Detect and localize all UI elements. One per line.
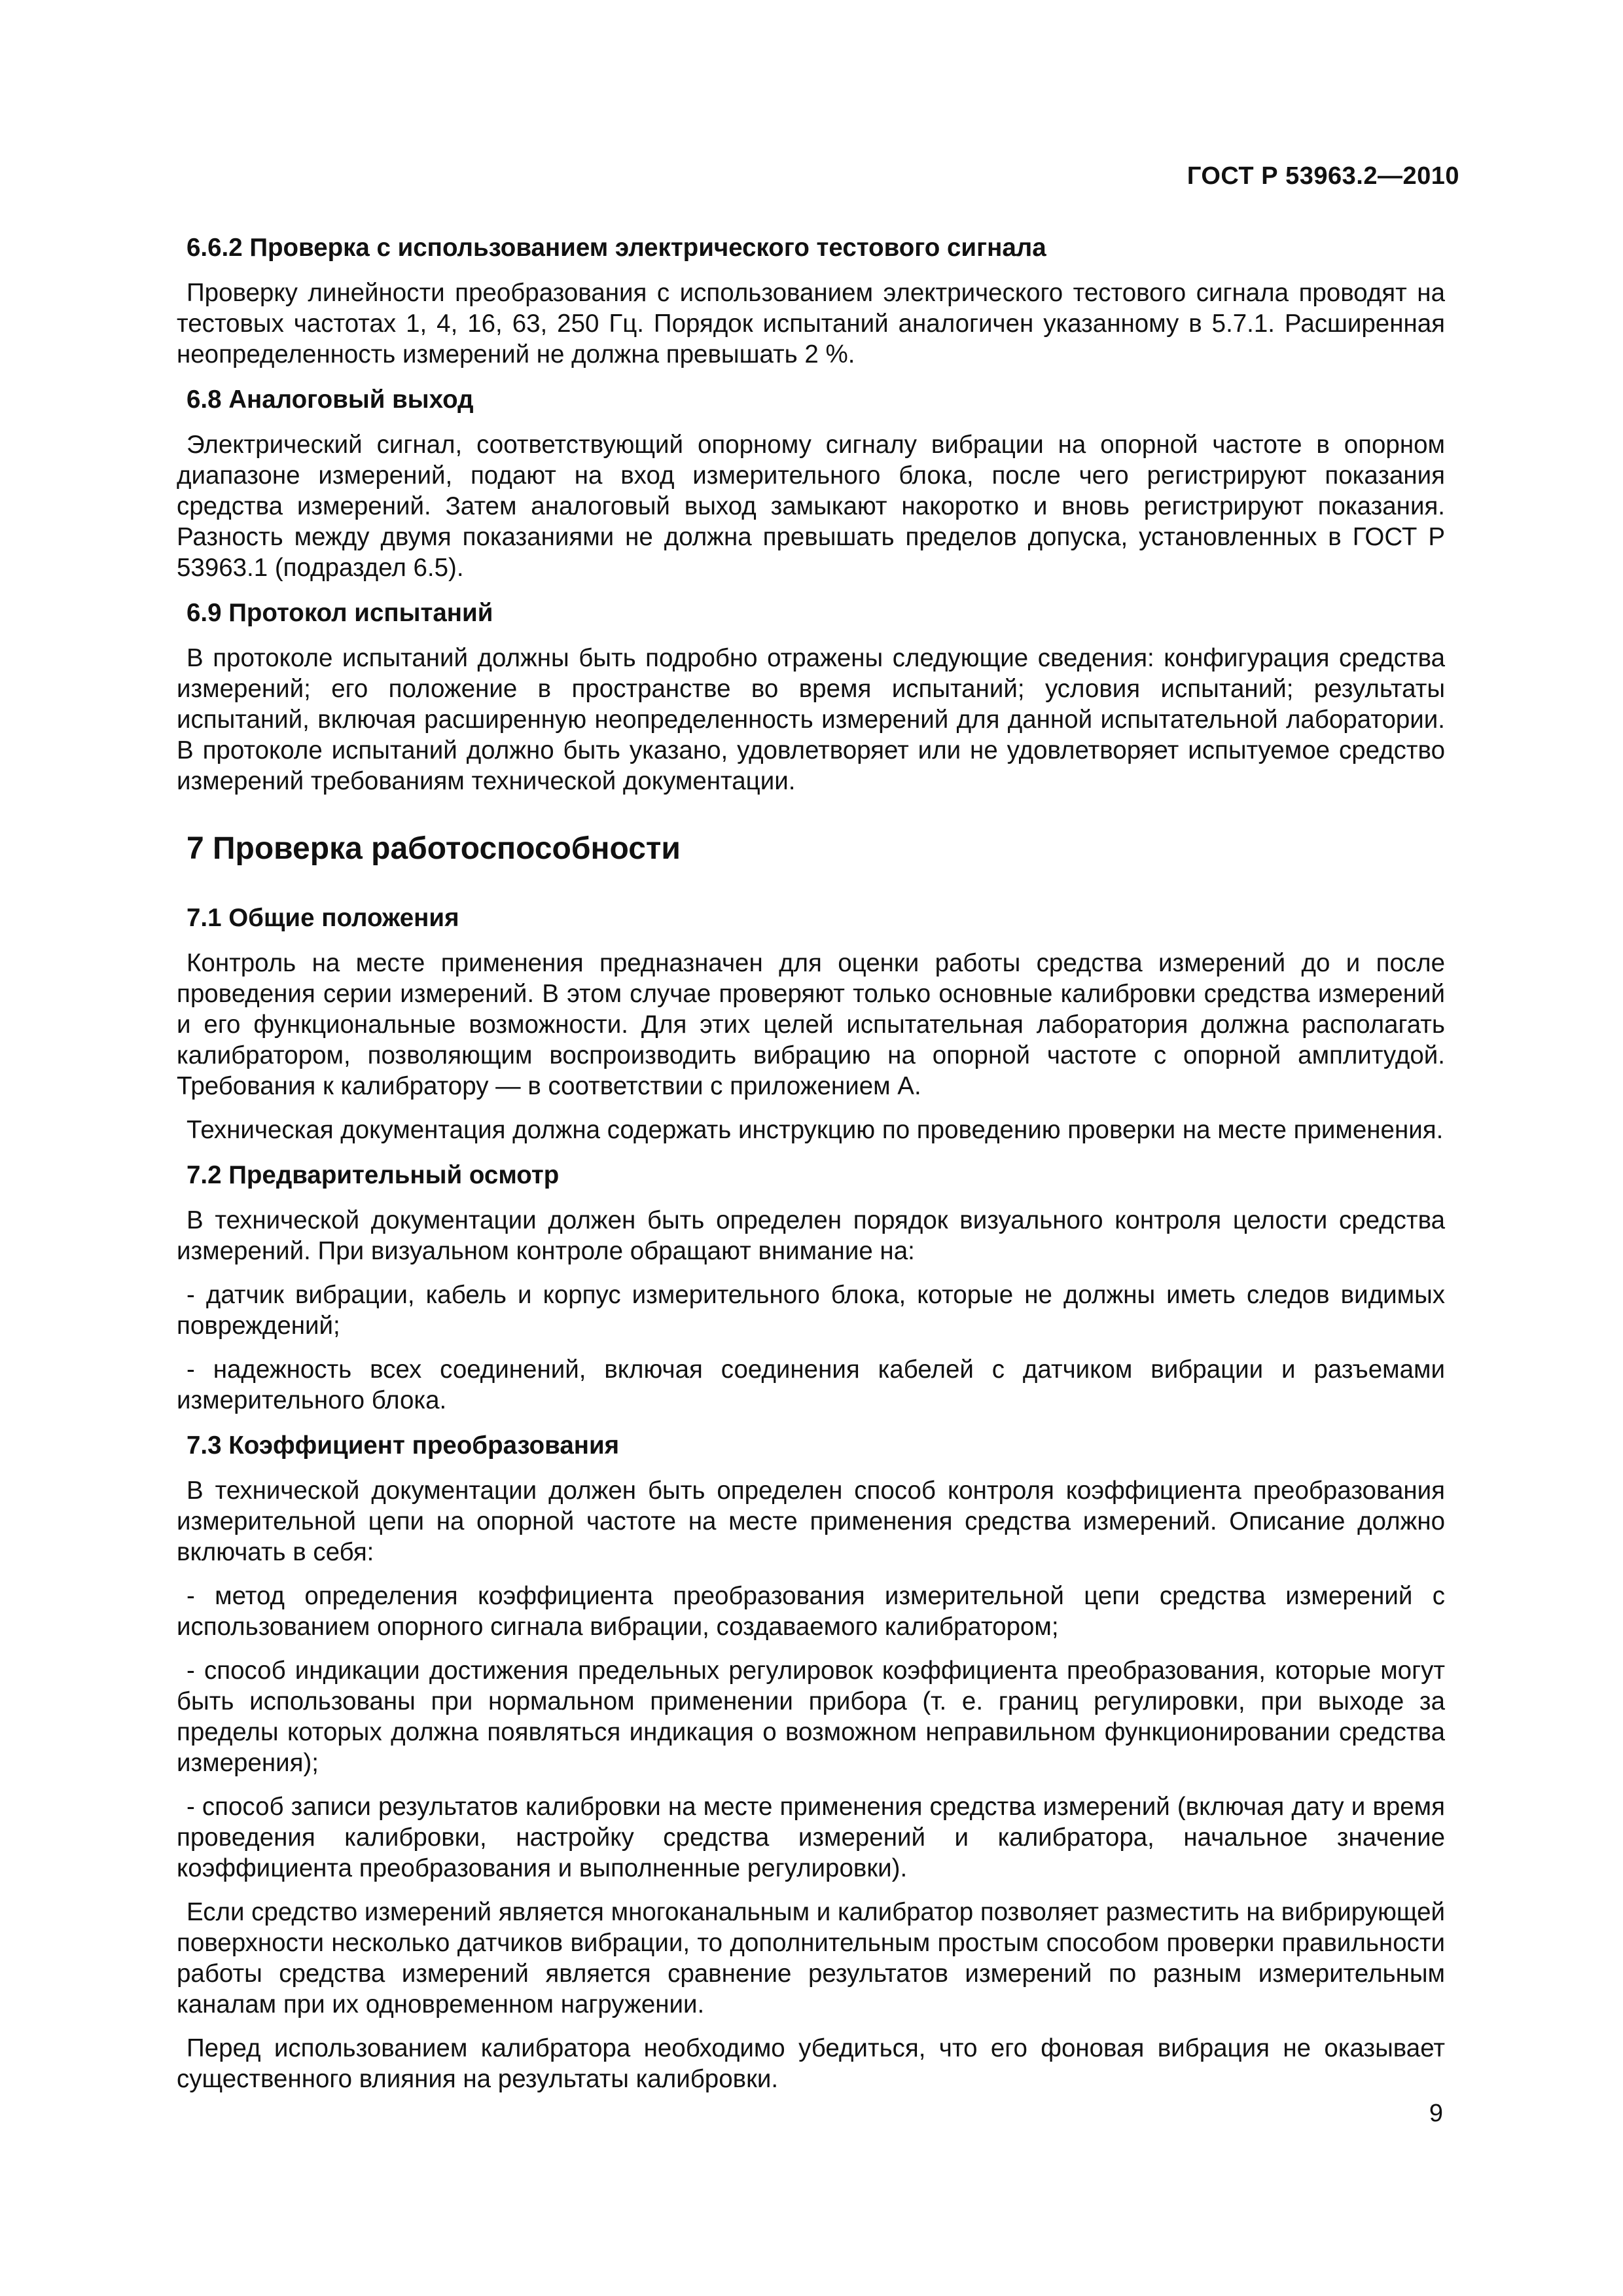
section-7-3-list-item-3: - способ записи результатов калибровки на месте применения средства измерений (включая дату и время проведения калибровки, настройку средства измерений и калибратора, начальное значение коэффициента преобразования и выполненные регулировки). (177, 1793, 1445, 1882)
section-7-2-list-item-1: - датчик вибрации, кабель и корпус измерительного блока, которые не должны иметь следов видимых повреждений; (177, 1281, 1445, 1340)
section-7-1-paragraph-1: Контроль на месте применения предназначен для оценки работы средства измерений до и после проведения серии измерений. В этом случае проверяют только основные калибровки средства измерений и его функциональные возможности. Для этих целей испытательная лаборатория должна располагать калибратором, позволяющим воспроизводить вибрацию на опорной частоте с опорной амплитудой. Требования к калибратору — в соответствии с приложением А. (177, 949, 1445, 1100)
section-7-2-title: 7.2 Предварительный осмотр (187, 1161, 560, 1189)
section-6-9-paragraph: В протоколе испытаний должны быть подробно отражены следующие сведения: конфигурация средства измерений; его положение в пространстве во время испытаний; условия испытаний; результаты испытаний, включая расширенную неопределенность измерений для данной испытательной лаборатории. В протоколе испытаний должно быть указано, удовлетворяет или не удовлетворяет испытуемое средство измерений требованиям технической документации. (177, 644, 1445, 795)
section-7-3-paragraph-2: Если средство измерений является многоканальным и калибратор позволяет разместить на вибрирующей поверхности несколько датчиков вибрации, то дополнительным простым способом проверки правильности работы средства измерений является сравнение результатов измерений по разным измерительным каналам при их одновременном нагружении. (177, 1898, 1445, 2018)
section-6-6-2-paragraph: Проверку линейности преобразования с использованием электрического тестового сигнала проводят на тестовых частотах 1, 4, 16, 63, 250 Гц. Порядок испытаний аналогичен указанному в 5.7.1. Расширенная неопределенность измерений не должна превышать 2 %. (177, 279, 1445, 368)
section-7-2-list-item-2: - надежность всех соединений, включая соединения кабелей с датчиком вибрации и разъемами измерительного блока. (177, 1355, 1445, 1414)
document-body (177, 232, 1445, 2094)
page-number: 9 (1429, 2100, 1443, 2127)
section-7-3-paragraph-3: Перед использованием калибратора необходимо убедиться, что его фоновая вибрация не оказывает существенного влияния на результаты калибровки. (177, 2034, 1445, 2093)
section-7-3-list-item-1: - метод определения коэффициента преобразования измерительной цепи средства измерений с использованием опорного сигнала вибрации, создаваемого калибратором; (177, 1582, 1445, 1641)
section-7-1-paragraph-2: Техническая документация должна содержать инструкцию по проведению проверки на месте применения. (187, 1116, 1444, 1144)
section-6-8-paragraph: Электрический сигнал, соответствующий опорному сигналу вибрации на опорной частоте в опорном диапазоне измерений, подают на вход измерительного блока, после чего регистрируют показания средства измерений. Затем аналоговый выход замыкают накоротко и вновь регистрируют показания. Разность между двумя показаниями не должна превышать пределов допуска, установленных в ГОСТ Р 53963.1 (подраздел 6.5). (177, 431, 1445, 582)
section-7-3-title: 7.3 Коэффициент преобразования (187, 1431, 620, 1460)
document-code-header: ГОСТ Р 53963.2—2010 (1186, 162, 1459, 190)
section-7-title: 7 Проверка работоспособности (187, 831, 681, 866)
section-7-1-title: 7.1 Общие положения (187, 904, 459, 932)
section-6-6-2-title: 6.6.2 Проверка с использованием электрического тестового сигнала (187, 234, 1046, 262)
section-6-9-title: 6.9 Протокол испытаний (187, 599, 493, 627)
section-7-3-list-item-2: - способ индикации достижения предельных регулировок коэффициента преобразования, которые могут быть использованы при нормальном применении прибора (т. е. границ регулировки, при выходе за пределы которых должна появляться индикация о возможном неправильном функционировании средства измерения); (177, 1657, 1445, 1777)
section-7-2-paragraph-1: В технической документации должен быть определен порядок визуального контроля целости средства измерений. При визуальном контроле обращают внимание на: (177, 1206, 1445, 1265)
section-6-8-title: 6.8 Аналоговый выход (187, 386, 474, 414)
section-7-3-paragraph-1: В технической документации должен быть определен способ контроля коэффициента преобразования измерительной цепи на опорной частоте на месте применения средства измерений. Описание должно включать в себя: (177, 1477, 1445, 1566)
